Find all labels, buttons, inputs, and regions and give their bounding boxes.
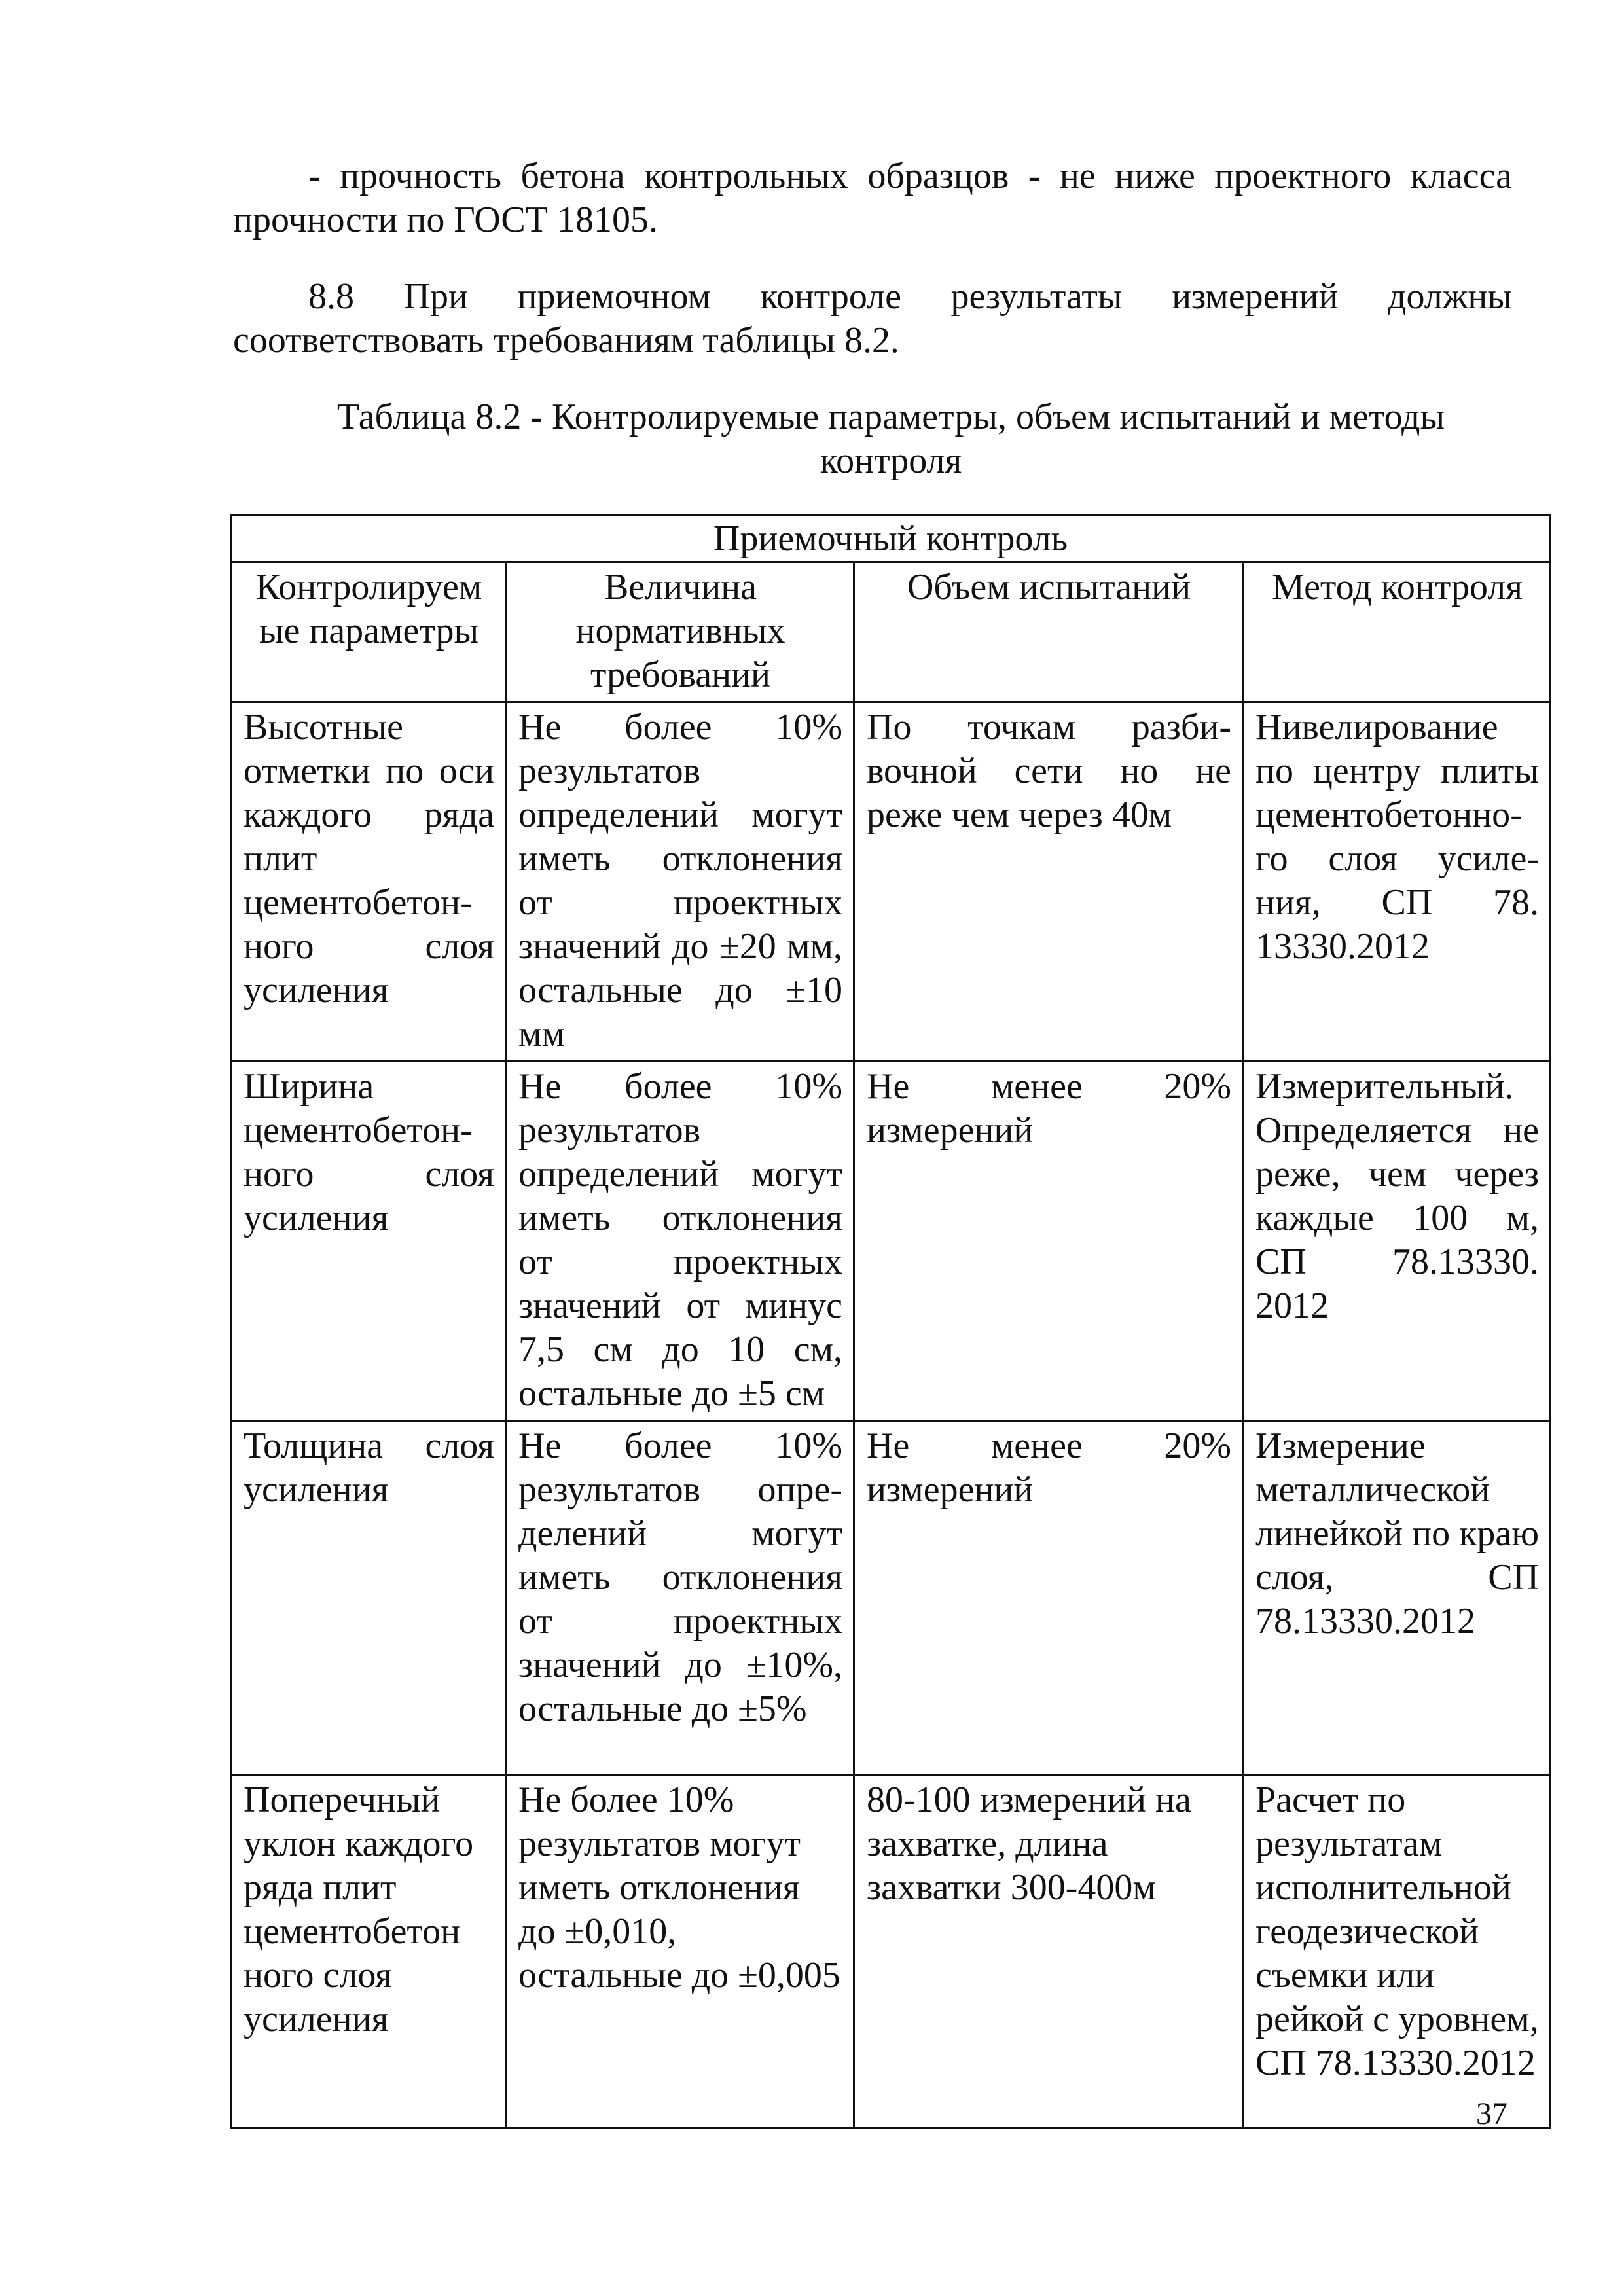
cell-requirement: Не более 10% результатов опре- делений могут иметь отклонения от проектных значений до ±10%, остальные до ±5% [506, 1421, 854, 1775]
header-method: Метод контроля [1243, 562, 1551, 702]
cell-method: Измерительный. Определяется не реже, чем через каждые 100 м, СП 78.13330. 2012 [1243, 1062, 1551, 1421]
table-header-row [231, 562, 1551, 702]
cell-requirement: Не более 10% результатов определений могут иметь отклонения от проектных значений от минус 7,5 см до 10 см, остальные до ±5 см [506, 1062, 854, 1421]
page-number: 37 [1476, 2096, 1507, 2131]
paragraph-concrete-strength: - прочность бетона контрольных образцов - не ниже проектного класса прочности по ГОСТ 18105. [233, 156, 1512, 240]
cell-method: Измерение металлической линейкой по краю слоя, СП 78.13330.2012 [1243, 1421, 1551, 1775]
cell-parameter: Толщина слоя усиления [231, 1421, 506, 1775]
table-caption-line2: контроля [820, 440, 962, 481]
cell-volume: Не менее 20% измерений [854, 1421, 1243, 1775]
table-caption-line1: Таблица 8.2 - Контролируемые параметры, объем испытаний и методы [336, 397, 1445, 437]
cell-volume: По точкам разби- вочной сети но не реже чем через 40м [854, 702, 1243, 1062]
table-caption [233, 395, 1549, 483]
cell-method: Нивелирование по центру плиты цементобетонно- го слоя усиле- ния, СП 78. 13330.2012 [1243, 702, 1551, 1062]
cell-parameter: Поперечный уклон каждого ряда плит цементобетон ного слоя усиления [231, 1775, 506, 2128]
header-parameters: Контролируем ые параметры [231, 562, 506, 702]
cell-volume: Не менее 20% измерений [854, 1062, 1243, 1421]
cell-volume: 80-100 измерений на захватке, длина захватки 300-400м [854, 1775, 1243, 2128]
cell-parameter: Ширина цементобетон- ного слоя усиления [231, 1062, 506, 1421]
table-super-header-row [231, 515, 1551, 562]
paragraph-8-8: 8.8 При приемочном контроле результаты измерений должны соответствовать требованиям таблицы 8.2. [233, 276, 1512, 361]
header-requirements: Величина нормативных требований [506, 562, 854, 702]
super-header-cell: Приемочный контроль [231, 515, 1551, 562]
cell-requirement: Не более 10% результатов определений могут иметь отклонения от проектных значений до ±20 мм, остальные до ±10 мм [506, 702, 854, 1062]
cell-requirement: Не более 10% результатов могут иметь отклонения до ±0,010, остальные до ±0,005 [506, 1775, 854, 2128]
table-row [231, 1775, 1551, 2128]
cell-parameter: Высотные отметки по оси каждого ряда плит цементобетон- ного слоя усиления [231, 702, 506, 1062]
table-row [231, 702, 1551, 1062]
header-test-volume: Объем испытаний [854, 562, 1243, 702]
table-row [231, 1062, 1551, 1421]
cell-method: Расчет по результатам исполнительной геодезической съемки или рейкой с уровнем, СП 78.13330.2012 [1243, 1775, 1551, 2128]
acceptance-control-table [230, 514, 1551, 2129]
table-row [231, 1421, 1551, 1775]
